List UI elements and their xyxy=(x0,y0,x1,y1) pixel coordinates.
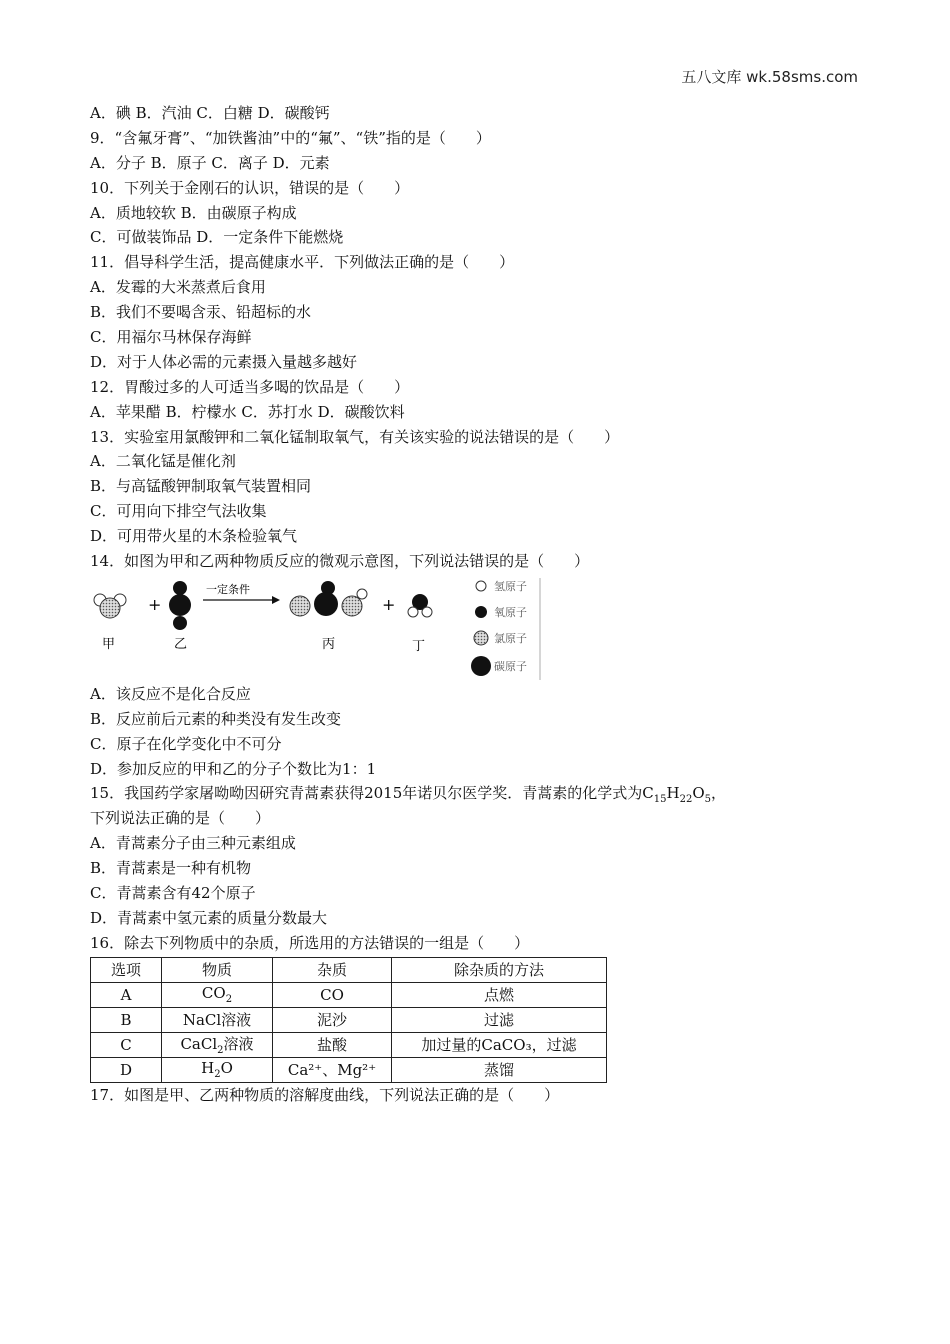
table-row: A $CO_2$ CO 点燃 xyxy=(91,982,607,1007)
legend-hydrogen: 氢原子 xyxy=(494,579,527,593)
arrow-head xyxy=(272,596,280,604)
plus-sign-2: + xyxy=(382,594,396,614)
text-line: 14．如图为甲和乙两种物质反应的微观示意图，下列说法错误的是（ ） xyxy=(90,552,590,571)
text-line: A．质地较软 B．由碳原子构成 xyxy=(90,203,297,222)
text-line: B．与高锰酸钾制取氧气装置相同 xyxy=(90,477,312,496)
text-line: 9．“含氟牙膏”、“加铁酱油”中的“氟”、“铁”指的是（ ） xyxy=(90,128,491,147)
question-15-line1: 15．我国药学家屠呦呦因研究青蒿素获得2015年诺贝尔医学奖．青蒿素的化学式为$C_{15}H_{22}O_5$， xyxy=(90,784,727,806)
molecule-bing xyxy=(290,581,367,616)
text-line: D．对于人体必需的元素摄入量越多越好 xyxy=(90,352,358,371)
exam-content xyxy=(90,101,870,1108)
question-14-options xyxy=(90,682,870,782)
text-line: A．二氧化锰是催化剂 xyxy=(90,452,236,471)
condition-label: 一定条件 xyxy=(206,582,250,596)
text-line: A．发霉的大米蒸煮后食用 xyxy=(90,278,266,297)
question-15-16-block xyxy=(90,831,870,955)
table-row: B NaCl溶液 泥沙 过滤 xyxy=(91,1007,607,1032)
molecule-yi xyxy=(169,581,191,630)
text-line: A．青蒿素分子由三种元素组成 xyxy=(90,834,296,853)
legend-carbon: 碳原子 xyxy=(494,659,527,673)
text-line: B．我们不要喝含汞、铅超标的水 xyxy=(90,303,312,322)
text-line: A．该反应不是化合反应 xyxy=(90,684,251,703)
text-line: B．青蒿素是一种有机物 xyxy=(90,859,252,878)
text-line: B．反应前后元素的种类没有发生改变 xyxy=(90,709,342,728)
molecule-jia xyxy=(94,594,126,618)
reaction-diagram xyxy=(90,578,870,682)
label-bing: 丙 xyxy=(322,636,336,652)
header-method: 除杂质的方法 xyxy=(392,957,607,982)
text-line: 16．除去下列物质中的杂质，所选用的方法错误的一组是（ ） xyxy=(90,933,530,952)
table-row: D $H_2O$ Ca²⁺、Mg²⁺ 蒸馏 xyxy=(91,1057,607,1082)
text-line: D．青蒿素中氢元素的质量分数最大 xyxy=(90,908,328,927)
text-line: D．参加反应的甲和乙的分子个数比为1：1 xyxy=(90,759,377,778)
text-line: 11．倡导科学生活，提高健康水平．下列做法正确的是（ ） xyxy=(90,253,515,272)
label-jia: 甲 xyxy=(102,636,116,652)
header-impurity: 杂质 xyxy=(273,957,392,982)
legend-chlorine: 氯原子 xyxy=(494,631,527,645)
question-15-line2: 下列说法正确的是（ ） xyxy=(90,809,271,828)
text-line: A．苹果醋 B．柠檬水 C．苏打水 D．碳酸饮料 xyxy=(90,402,405,421)
text-line: C．用福尔马林保存海鲜 xyxy=(90,328,252,347)
table-header-row xyxy=(91,957,607,982)
question-17: 17．如图是甲、乙两种物质的溶解度曲线，下列说法正确的是（ ） xyxy=(90,1085,560,1104)
question-block-8-14 xyxy=(90,101,870,574)
header-substance: 物质 xyxy=(162,957,273,982)
text-line: C．原子在化学变化中不可分 xyxy=(90,734,282,753)
text-line: 12．胃酸过多的人可适当多喝的饮品是（ ） xyxy=(90,377,410,396)
text-line: D．可用带火星的木条检验氧气 xyxy=(90,527,298,546)
text-line: C．可用向下排空气法收集 xyxy=(90,502,267,521)
label-yi: 乙 xyxy=(174,636,188,652)
reaction-svg xyxy=(90,578,560,682)
plus-sign-1: + xyxy=(148,594,162,614)
text-line: A．分子 B．原子 C．离子 D．元素 xyxy=(90,153,330,172)
header-option: 选项 xyxy=(91,957,162,982)
text-line: 10．下列关于金刚石的认识，错误的是（ ） xyxy=(90,178,410,197)
text-line: C．可做装饰品 D．一定条件下能燃烧 xyxy=(90,228,344,247)
text-line: C．青蒿素含有42个原子 xyxy=(90,884,256,903)
q15-text: 15．我国药学家屠呦呦因研究青蒿素获得2015年诺贝尔医学奖．青蒿素的化学式为 xyxy=(90,784,643,803)
table-row: C CaCl$_2$溶液 盐酸 加过量的CaCO₃，过滤 xyxy=(91,1032,607,1057)
legend xyxy=(471,578,540,680)
impurity-table xyxy=(90,957,607,1083)
site-watermark: 五八文库 wk.58sms.com xyxy=(681,68,858,86)
label-ding: 丁 xyxy=(412,638,426,654)
text-line: 13．实验室用氯酸钾和二氧化锰制取氧气，有关该实验的说法错误的是（ ） xyxy=(90,427,620,446)
text-line: A．碘 B．汽油 C．白糖 D．碳酸钙 xyxy=(90,104,330,122)
molecule-ding xyxy=(408,594,432,617)
legend-oxygen: 氧原子 xyxy=(494,605,527,619)
